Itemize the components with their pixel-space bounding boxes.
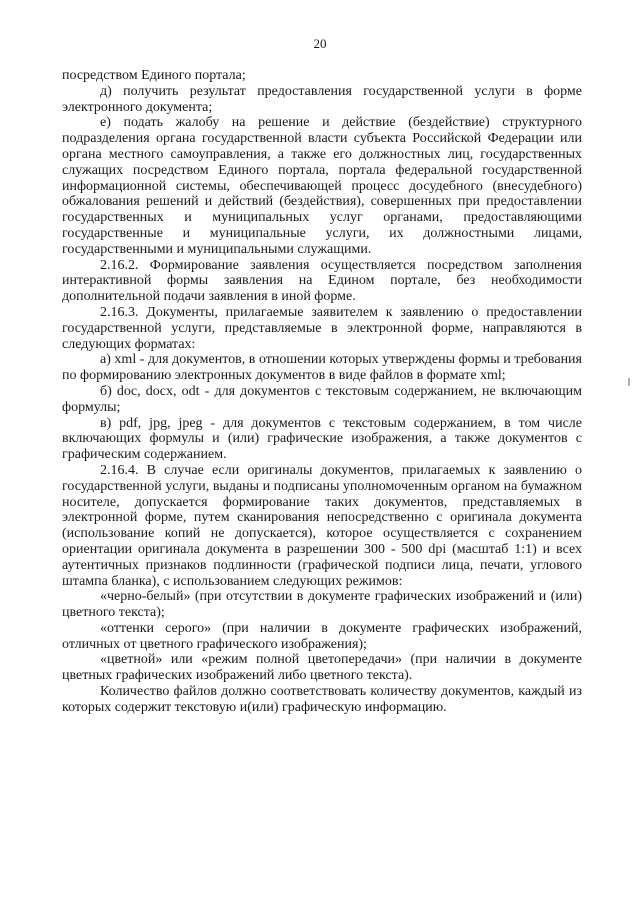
paragraph-2-16-3: 2.16.3. Документы, прилагаемые заявителем к заявлению о предоставлении государственной услуги, представляемые в электронной форме, направляются в следующих форматах: [62, 304, 582, 352]
paragraph-mode-grayscale: «оттенки серого» (при наличии в документе графических изображений, отличных от цветного графического изображения); [62, 620, 582, 652]
paragraph-portal-continuation: посредством Единого портала; [62, 68, 246, 83]
paragraph-format-pdf: в) pdf, jpg, jpeg - для документов с текстовым содержанием, в том числе включающих формулы и (или) графические изображения, а также документов с графическим содержанием. [62, 415, 582, 463]
paragraph-format-xml: а) xml - для документов, в отношении которых утверждены формы и требования по формированию электронных документов в виде файлов в формате xml; [62, 352, 582, 384]
paragraph-item-e: е) подать жалобу на решение и действие (бездействие) структурного подразделения органа государственной власти субъекта Российской Федерации или органа местного самоуправления, а также его должностных лиц, государственных служащих посредством Единого портала, портала федеральной государственной информационной системы, обеспечивающей процесс досудебного (внесудебного) обжалования решений и действий (бездействия), совершенных при предоставлении государственных и муниципальных услуг органами, предоставляющими государственные и муниципальные услуги, их должностными лицами, государственными и муниципальными служащими. [62, 115, 582, 257]
paragraph-2-16-2: 2.16.2. Формирование заявления осуществляется посредством заполнения интерактивной формы заявления на Едином портале, без необходимости дополнительной подачи заявления в иной форме. [62, 257, 582, 305]
scan-artifact [628, 378, 630, 386]
paragraph-item-d: д) получить результат предоставления государственной услуги в форме электронного документа; [62, 83, 582, 115]
page-number: 20 [313, 36, 327, 51]
document-body [62, 68, 582, 716]
paragraph-2-16-4: 2.16.4. В случае если оригиналы документов, прилагаемых к заявлению о государственной услуги, выданы и подписаны уполномоченным органом на бумажном носителе, допускается формирование таких документов, представляемых в электронной форме, путем сканирования непосредственно с оригинала документа (использование копий не допускается), которое осуществляется с сохранением ориентации оригинала документа в разрешении 300 - 500 dpi (масштаб 1:1) и всех аутентичных признаков подлинности (графической подписи лица, печати, углового штампа бланка), с использованием следующих режимов: [62, 462, 582, 589]
paragraph-mode-bw: «черно-белый» (при отсутствии в документе графических изображений и (или) цветного текста); [62, 589, 582, 621]
paragraph-file-count: Количество файлов должно соответствовать количеству документов, каждый из которых содержит текстовую и(или) графическую информацию. [62, 684, 582, 715]
paragraph-mode-color: «цветной» или «режим полной цветопередачи» (при наличии в документе цветных графических изображений либо цветного текста). [62, 652, 582, 684]
paragraph-format-doc: б) doc, docx, odt - для документов с текстовым содержанием, не включающим формулы; [62, 383, 582, 415]
